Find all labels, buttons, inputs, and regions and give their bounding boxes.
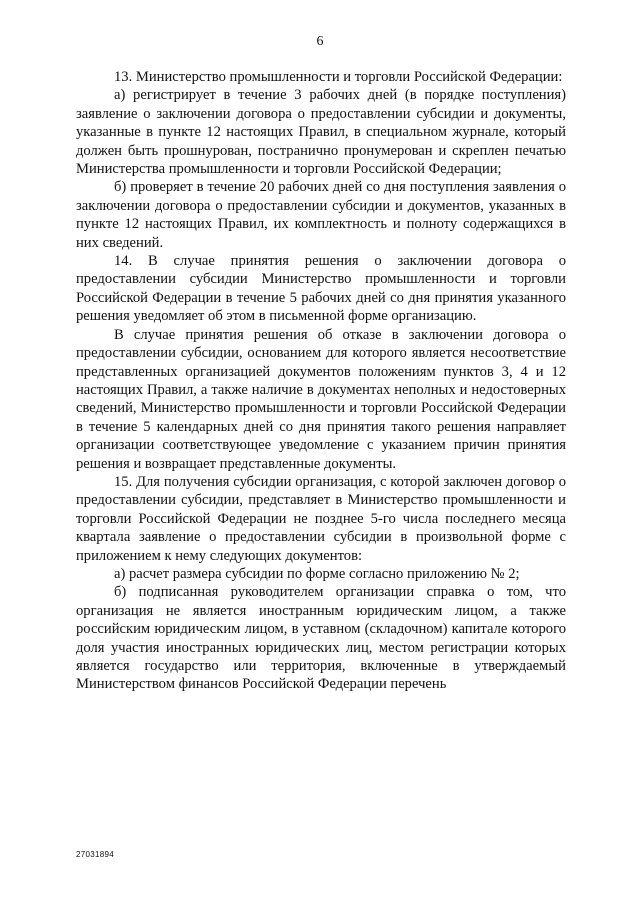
- page-number: 6: [316, 34, 324, 49]
- paragraph-15a: а) расчет размера субсидии по форме согласно приложению № 2;: [114, 565, 520, 582]
- document-body: [76, 68, 566, 694]
- document-id: 27031894: [76, 850, 114, 859]
- paragraph-15b: б) подписанная руководителем организации справка о том, что организация не является иностранным юридическим лицом, а также российским юридическим лицом, в уставном (складочном) капитале которого доля участия иностранных юридических лиц, местом регистрации которых является государство или территория, включенные в утверждаемый Министерством финансов Российской Федерации перечень: [76, 584, 566, 693]
- paragraph-14: 14. В случае принятия решения о заключении договора о предоставлении субсидии Министерство промышленности и торговли Российской Федерации в течение 5 рабочих дней со дня принятия указанного решения уведомляет об этом в письменной форме организацию.: [76, 253, 566, 325]
- paragraph-15: 15. Для получения субсидии организация, с которой заключен договор о предоставлении субсидии, представляет в Министерство промышленности и торговли Российской Федерации не позднее 5-го числа последнего месяца квартала заявление о предоставлении субсидии в произвольной форме с приложением к нему следующих документов:: [76, 473, 566, 564]
- paragraph-13b: б) проверяет в течение 20 рабочих дней со дня поступления заявления о заключении договора о предоставлении субсидии и документов, указанных в пункте 12 настоящих Правил, их комплектность и полноту содержащихся в них сведений.: [76, 179, 566, 251]
- paragraph-13: 13. Министерство промышленности и торговли Российской Федерации:: [114, 69, 563, 85]
- paragraph-14-refusal: В случае принятия решения об отказе в заключении договора о предоставлении субсидии, основанием для которого является несоответствие представленных организацией документов положениям пунктов 3, 4 и 12 настоящих Правил, а также наличие в документах неполных и недостоверных сведений, Министерство промышленности и торговли Российской Федерации в течение 5 календарных дней со дня принятия такого решения направляет организации соответствующее уведомление с указанием причин принятия решения и возвращает представленные документы.: [76, 326, 566, 472]
- paragraph-13a: а) регистрирует в течение 3 рабочих дней (в порядке поступления) заявление о заключении договора о предоставлении субсидии и документы, указанные в пункте 12 настоящих Правил, в специальном журнале, который должен быть прошнурован, постранично пронумерован и скреплен печатью Министерства промышленности и торговли Российской Федерации;: [76, 87, 566, 178]
